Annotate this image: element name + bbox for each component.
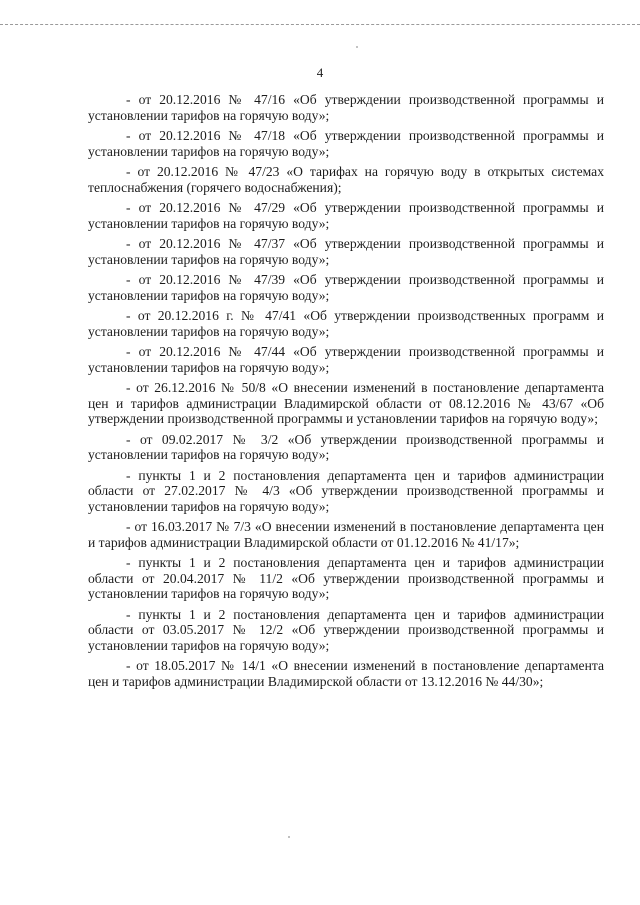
list-item: - от 18.05.2017 № 14/1 «О внесении изменений в постановление департамента цен и тарифов администрации Владимирской области от 13.12.2016 № 44/30»; [88,658,604,689]
list-item: - от 20.12.2016 № 47/44 «Об утверждении производственной программы и установлении тарифов на горячую воду»; [88,344,604,375]
list-item: - пункты 1 и 2 постановления департамента цен и тарифов администрации области от 03.05.2017 № 12/2 «Об утверждении производственной программы и установлении тарифов на горячую воду»; [88,606,604,653]
list-item: - от 16.03.2017 № 7/3 «О внесении изменений в постановление департамента цен и тарифов администрации Владимирской области от 01.12.2016 № 41/17»; [88,519,604,550]
list-item: - от 26.12.2016 № 50/8 «О внесении изменений в постановление департамента цен и тарифов администрации Владимирской области от 08.12.2016 № 43/67 «Об утверждении производственной программы и установлении тарифов на горячую воду»; [88,380,604,426]
list-item: - от 09.02.2017 № 3/2 «Об утверждении производственной программы и установлении тарифов на горячую воду»; [88,431,604,462]
list-item: - от 20.12.2016 № 47/29 «Об утверждении производственной программы и установлении тарифов на горячую воду»; [88,200,604,231]
list-item: - пункты 1 и 2 постановления департамента цен и тарифов администрации области от 27.02.2017 № 4/3 «Об утверждении производственной программы и установлении тарифов на горячую воду»; [88,467,604,514]
scan-speck-bottom [288,836,290,838]
list-item: - от 20.12.2016 № 47/39 «Об утверждении производственной программы и установлении тарифов на горячую воду»; [88,272,604,303]
list-item: - от 20.12.2016 № 47/16 «Об утверждении производственной программы и установлении тарифов на горячую воду»; [88,92,604,123]
scan-top-border [0,24,640,25]
page-number: 4 [316,65,324,80]
list-item: - от 20.12.2016 № 47/18 «Об утверждении производственной программы и установлении тарифов на горячую воду»; [88,128,604,159]
list-item: - от 20.12.2016 № 47/23 «О тарифах на горячую воду в открытых системах теплоснабжения (горячего водоснабжения); [88,164,604,195]
list-item: - от 20.12.2016 № 47/37 «Об утверждении производственной программы и установлении тарифов на горячую воду»; [88,236,604,267]
list-item: - от 20.12.2016 г. № 47/41 «Об утверждении производственных программ и установлении тарифов на горячую воду»; [88,308,604,339]
document-body [88,92,604,694]
scan-speck [356,46,358,48]
list-item: - пункты 1 и 2 постановления департамента цен и тарифов администрации области от 20.04.2017 № 11/2 «Об утверждении производственной программы и установлении тарифов на горячую воду»; [88,555,604,601]
